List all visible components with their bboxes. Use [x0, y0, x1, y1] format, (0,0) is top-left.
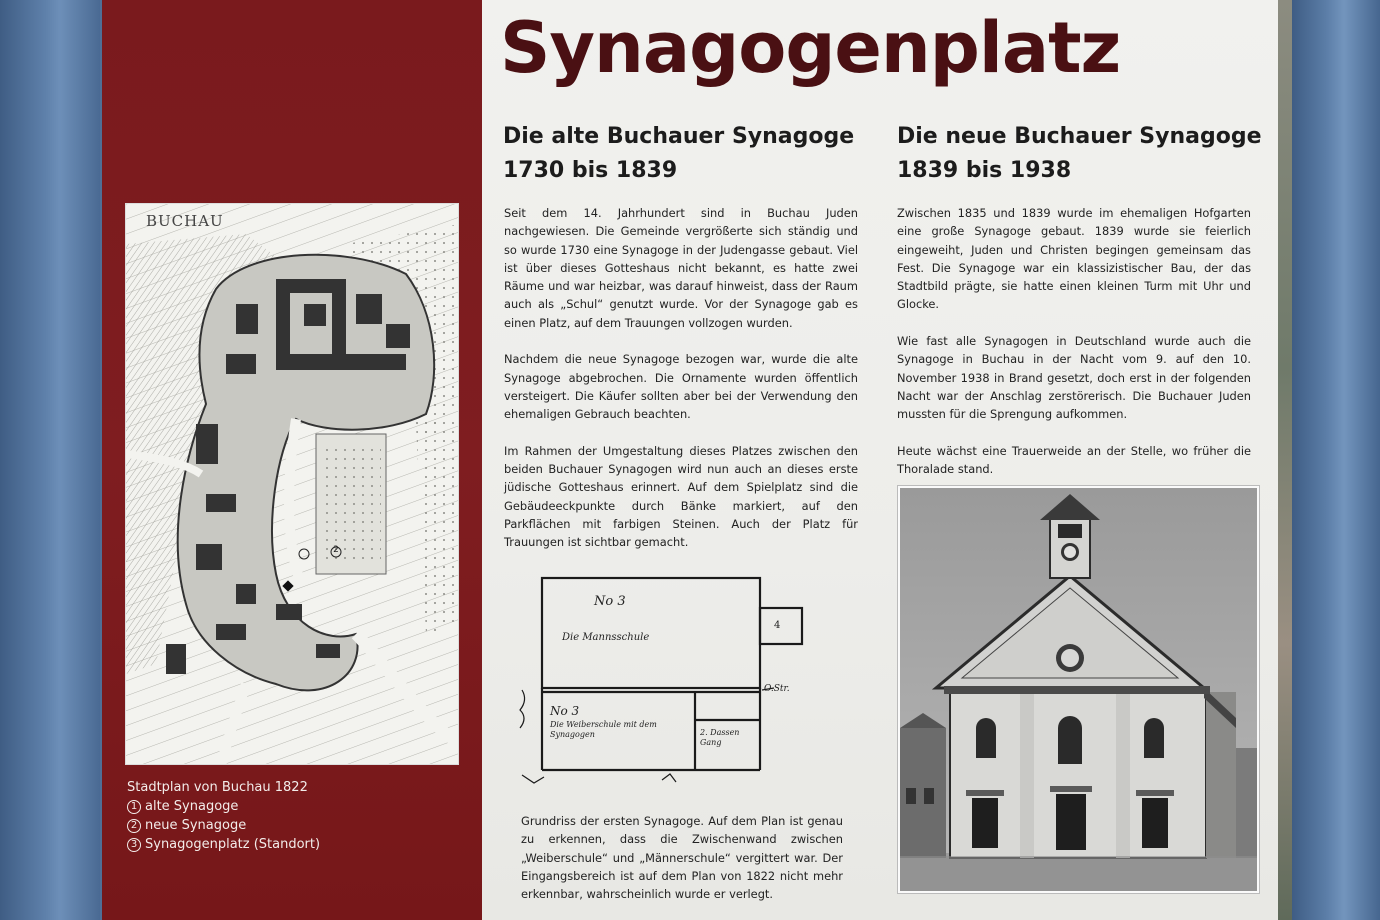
map-caption	[127, 778, 320, 854]
left-heading-line2: 1730 bis 1839	[503, 158, 678, 183]
right-paragraph: Wie fast alle Synagogen in Deutschland wurde auch die Synagoge in Buchau in der Nacht vom 9. auf den 10. November 1938 in Brand gesetzt, doch erst in der folgenden Nacht war der Anschlag zerstörerisch. Die Buchauer Juden mussten für die Sprengung aufkommen.	[897, 334, 1251, 422]
legend-item-neue-synagoge	[127, 816, 320, 835]
map-marker-2: 2	[333, 545, 339, 555]
legend-number: 2	[127, 819, 141, 833]
right-post	[1290, 0, 1380, 920]
annex-label: 4	[774, 620, 781, 631]
legend-number: 3	[127, 838, 141, 852]
legend-label: Synagogenplatz (Standort)	[145, 837, 321, 852]
right-column-heading	[897, 120, 1262, 188]
left-paragraph: Im Rahmen der Umgestaltung dieses Platzes zwischen den beiden Buchauer Synagogen wird nun auch an dieses erste jüdische Gotteshaus erinnert. Auf dem Spielplatz sind die Gebäudeeckpunkte durch Bänke markiert, auf den Parkflächen mit farbigen Steinen. Auch der Platz für Trauungen ist sichtbar gemacht.	[504, 443, 858, 550]
right-paragraph: Heute wächst eine Trauerweide an der Stelle, wo früher die Thoralade stand.	[897, 443, 1251, 477]
legend-label: neue Synagoge	[145, 818, 247, 833]
right-paragraph: Zwischen 1835 und 1839 wurde im ehemaligen Hofgarten eine große Synagoge gebaut. 1839 wurde sie feierlich eingeweiht, Juden und Christen begingen gemeinsam das Fest. Die Synagoge war ein klassizistischer Bau, der das Stadtbild prägte, sie hatte einen kleinen Turm mit Uhr und Glocke.	[897, 206, 1251, 312]
room-label-maennerschule: Die Mannsschule	[562, 632, 650, 643]
synagogue-photo	[898, 486, 1259, 893]
entrance-label: 2. Dassen Gang	[700, 728, 740, 747]
left-post	[0, 0, 100, 920]
left-heading-line1: Die alte Buchauer Synagoge	[503, 124, 855, 149]
floor-plan-caption: Grundriss der ersten Synagoge. Auf dem Plan ist genau zu erkennen, dass die Zwischenwand zwischen „Weiberschule“ und „Männerschule“ vergittert war. Der Eingangsbereich ist auf dem Plan von 1822 nicht mehr erkennbar, wahrscheinlich wurde er verlegt.	[521, 814, 843, 902]
left-paragraph: Nachdem die neue Synagoge bezogen war, wurde die alte Synagoge abgebrochen. Die Ornamente wurden öffentlich versteigert. Die Käufer sollten aber bei der Verwendung den ehemaligen Gebrauch beachten.	[504, 352, 858, 422]
left-column-text	[504, 204, 858, 570]
room-number-label: No 3	[594, 594, 626, 609]
page-title: Synagogenplatz	[500, 7, 1121, 89]
legend-item-alte-synagoge	[127, 797, 320, 816]
left-paragraph: Seit dem 14. Jahrhundert sind in Buchau Juden nachgewiesen. Die Gemeinde vergrößerte sich ständig und so wurde 1730 eine Synagoge in der Judengasse gebaut. Viel ist über dieses Gotteshaus nicht bekannt, es hatte zwei Räume und war heizbar, was darauf hinweist, dass der Raum auch als „Schul“ genutzt wurde. Vor der Synagoge gab es einen Platz, auf dem Trauungen vollzogen wurden.	[504, 206, 858, 330]
map-caption-title: Stadtplan von Buchau 1822	[127, 780, 308, 795]
right-heading-line2: 1839 bis 1938	[897, 158, 1072, 183]
city-map	[125, 203, 459, 765]
left-column-heading	[503, 120, 854, 188]
right-heading-line1: Die neue Buchauer Synagoge	[897, 124, 1262, 149]
right-column-text	[897, 204, 1251, 497]
map-label: BUCHAU	[146, 212, 224, 230]
room-label-weiberschule: Die Weiberschule mit dem Synagogen	[550, 720, 657, 739]
legend-number: 1	[127, 800, 141, 814]
background-foliage	[1276, 0, 1292, 920]
floor-plan-sketch	[512, 570, 812, 795]
room-number-label: No 3	[550, 704, 580, 718]
legend-label: alte Synagoge	[145, 799, 239, 814]
side-label: O.Str.	[764, 684, 790, 694]
legend-item-synagogenplatz	[127, 835, 320, 854]
